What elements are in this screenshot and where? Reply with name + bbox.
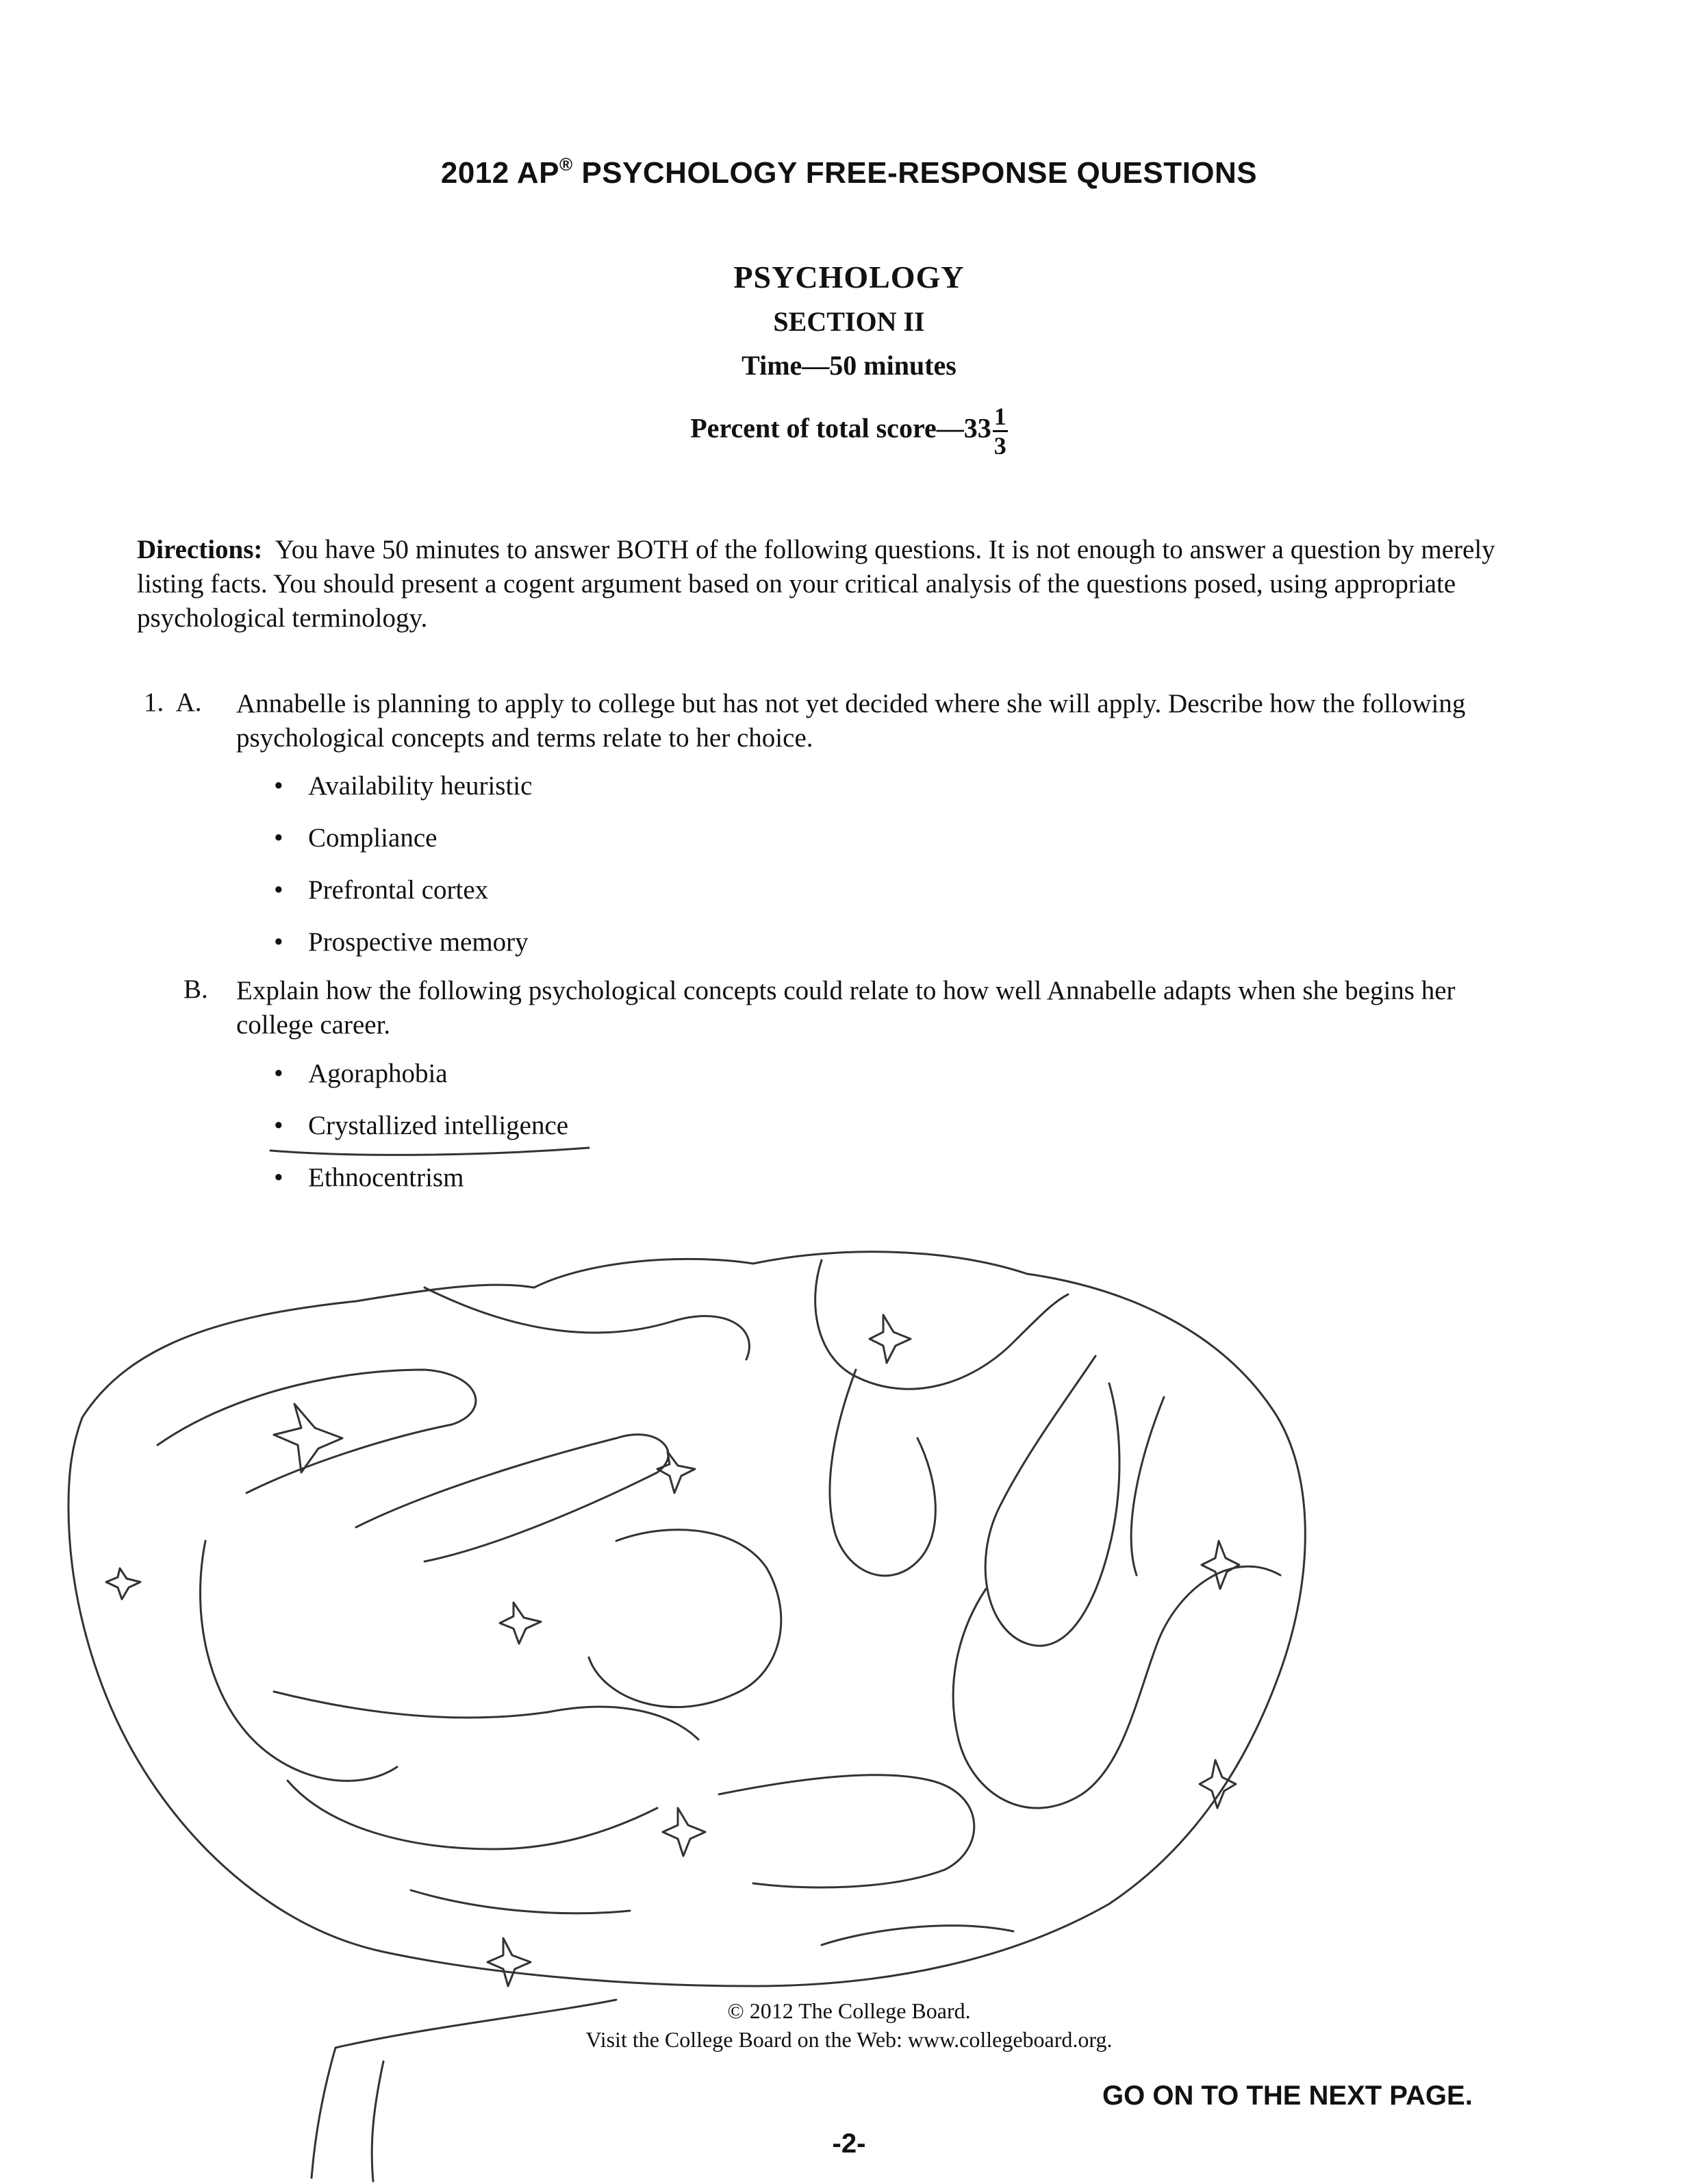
- sparkle-icon: [870, 1315, 911, 1363]
- directions-text: You have 50 minutes to answer BOTH of the following questions. It is not enough to answer a question by merely listing facts. You should present a cogent argument based on your critical analysis of the questions posed, using appropriate psychological terminology.: [137, 535, 1495, 633]
- part-a-text: Annabelle is planning to apply to college but has not yet decided where she will apply. Describe how the following psychological concepts and terms relate to her choice.: [236, 689, 1466, 753]
- bullet-icon: •: [274, 1163, 283, 1192]
- bullet-icon: •: [274, 875, 283, 905]
- bullet-icon: •: [274, 1059, 283, 1088]
- page-number: -2-: [832, 2129, 866, 2159]
- question-1-number: 1.: [144, 688, 164, 717]
- list-item-label: Crystallized intelligence: [308, 1111, 569, 1140]
- part-b-text: Explain how the following psychological concepts could relate to how well Annabelle adapts when she begins her college career.: [236, 976, 1456, 1040]
- sparkle-icon: [500, 1603, 541, 1644]
- section-name: SECTION II: [773, 306, 925, 337]
- fraction-denominator: 3: [993, 432, 1006, 460]
- directions-label: Directions:: [137, 535, 263, 564]
- bullet-icon: •: [274, 927, 283, 957]
- sparkle-icon: [663, 1808, 705, 1856]
- section-time: Time—50 minutes: [742, 350, 956, 381]
- fraction-numerator: 1: [993, 404, 1008, 432]
- list-item-label: Ethnocentrism: [308, 1163, 464, 1192]
- bullet-icon: •: [274, 771, 283, 801]
- list-item-label: Availability heuristic: [308, 771, 533, 801]
- sparkle-icon: [274, 1404, 342, 1472]
- sparkle-icon: [1200, 1760, 1236, 1808]
- sparkle-icon: [487, 1938, 531, 1986]
- header-title-prefix: 2012 AP: [440, 156, 559, 190]
- section-subject: PSYCHOLOGY: [733, 260, 965, 294]
- list-item-label: Agoraphobia: [308, 1059, 448, 1088]
- list-item-label: Prospective memory: [308, 927, 529, 957]
- sparkle-icon: [106, 1568, 140, 1599]
- next-page-instruction: GO ON TO THE NEXT PAGE.: [1102, 2081, 1473, 2111]
- sparkle-icon: [1202, 1541, 1239, 1589]
- brain-outline-icon: [68, 1252, 1305, 1986]
- part-a-letter: A.: [175, 688, 202, 717]
- sparkle-icon: [657, 1452, 695, 1493]
- hand-underline-icon: [270, 1148, 589, 1155]
- footer-copyright: © 2012 The College Board.: [727, 1998, 971, 2023]
- list-item-label: Compliance: [308, 823, 438, 853]
- registered-mark: ®: [559, 154, 573, 175]
- bullet-icon: •: [274, 823, 283, 853]
- footer-website: Visit the College Board on the Web: www.collegeboard.org.: [585, 2027, 1113, 2052]
- part-b-letter: B.: [183, 975, 208, 1004]
- header-title-suffix: PSYCHOLOGY FREE-RESPONSE QUESTIONS: [572, 156, 1258, 190]
- percent-label: Percent of total score—33: [690, 412, 991, 444]
- list-item-label: Prefrontal cortex: [308, 875, 489, 905]
- bullet-icon: •: [274, 1111, 283, 1140]
